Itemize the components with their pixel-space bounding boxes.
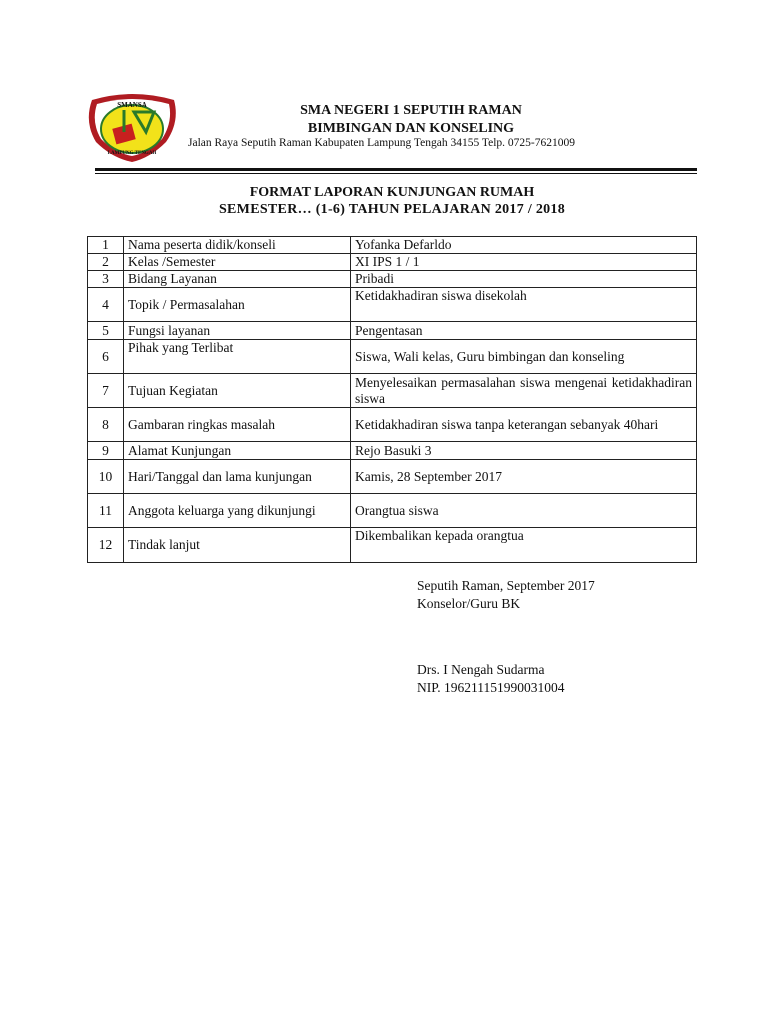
table-row [88, 254, 697, 271]
header-rule-thick [95, 168, 697, 171]
table-row [88, 340, 697, 374]
signature-name: Drs. I Nengah Sudarma [417, 662, 545, 677]
row-value: Pengentasan [351, 322, 697, 340]
table-row [88, 460, 697, 494]
signature-role: Konselor/Guru BK [417, 596, 521, 611]
row-label: Tujuan Kegiatan [124, 374, 351, 408]
row-number: 1 [88, 237, 124, 254]
svg-text:SMANSA: SMANSA [117, 101, 147, 109]
department-name: BIMBINGAN DAN KONSELING [307, 121, 515, 136]
table-row [88, 237, 697, 254]
row-value: Ketidakhadiran siswa disekolah [351, 288, 697, 322]
school-address: Jalan Raya Seputih Raman Kabupaten Lampung Tengah 34155 Telp. 0725-7621009 [188, 137, 575, 149]
table-row [88, 528, 697, 563]
row-number: 6 [88, 340, 124, 374]
row-number: 8 [88, 408, 124, 442]
row-value: Pribadi [351, 271, 697, 288]
table-row [88, 494, 697, 528]
school-logo [84, 92, 180, 164]
table-row [88, 271, 697, 288]
row-label: Tindak lanjut [124, 528, 351, 563]
row-label: Nama peserta didik/konseli [124, 237, 351, 254]
table-row [88, 288, 697, 322]
row-label: Fungsi layanan [124, 322, 351, 340]
header-rule-thin [95, 173, 697, 174]
table-row [88, 442, 697, 460]
row-number: 10 [88, 460, 124, 494]
signature-nip: NIP. 196211151990031004 [417, 680, 565, 695]
row-value: Rejo Basuki 3 [351, 442, 697, 460]
row-value: Orangtua siswa [351, 494, 697, 528]
row-number: 9 [88, 442, 124, 460]
row-number: 4 [88, 288, 124, 322]
table-row [88, 322, 697, 340]
row-label: Bidang Layanan [124, 271, 351, 288]
row-number: 5 [88, 322, 124, 340]
row-label: Anggota keluarga yang dikunjungi [124, 494, 351, 528]
row-label: Pihak yang Terlibat [124, 340, 351, 374]
row-label: Hari/Tanggal dan lama kunjungan [124, 460, 351, 494]
row-value: Ketidakhadiran siswa tanpa keterangan sebanyak 40hari [351, 408, 697, 442]
row-value: Yofanka Defarldo [351, 237, 697, 254]
row-value: Dikembalikan kepada orangtua [351, 528, 697, 563]
svg-text:LAMPUNG TENGAH: LAMPUNG TENGAH [107, 151, 157, 156]
row-value: Kamis, 28 September 2017 [351, 460, 697, 494]
row-label: Topik / Permasalahan [124, 288, 351, 322]
row-number: 12 [88, 528, 124, 563]
row-value: Menyelesaikan permasalahan siswa mengenai ketidakhadiran siswa [351, 374, 697, 408]
row-label: Kelas /Semester [124, 254, 351, 271]
row-number: 11 [88, 494, 124, 528]
document-title: FORMAT LAPORAN KUNJUNGAN RUMAH [249, 185, 535, 200]
document-subtitle: SEMESTER… (1-6) TAHUN PELAJARAN 2017 / 2018 [218, 202, 566, 217]
report-table [87, 236, 697, 563]
table-row [88, 374, 697, 408]
row-label: Gambaran ringkas masalah [124, 408, 351, 442]
row-value: XI IPS 1 / 1 [351, 254, 697, 271]
table-row [88, 408, 697, 442]
signature-place-date: Seputih Raman, September 2017 [417, 578, 595, 593]
school-name: SMA NEGERI 1 SEPUTIH RAMAN [300, 103, 522, 118]
row-number: 7 [88, 374, 124, 408]
row-number: 3 [88, 271, 124, 288]
row-value: Siswa, Wali kelas, Guru bimbingan dan konseling [351, 340, 697, 374]
row-label: Alamat Kunjungan [124, 442, 351, 460]
row-number: 2 [88, 254, 124, 271]
